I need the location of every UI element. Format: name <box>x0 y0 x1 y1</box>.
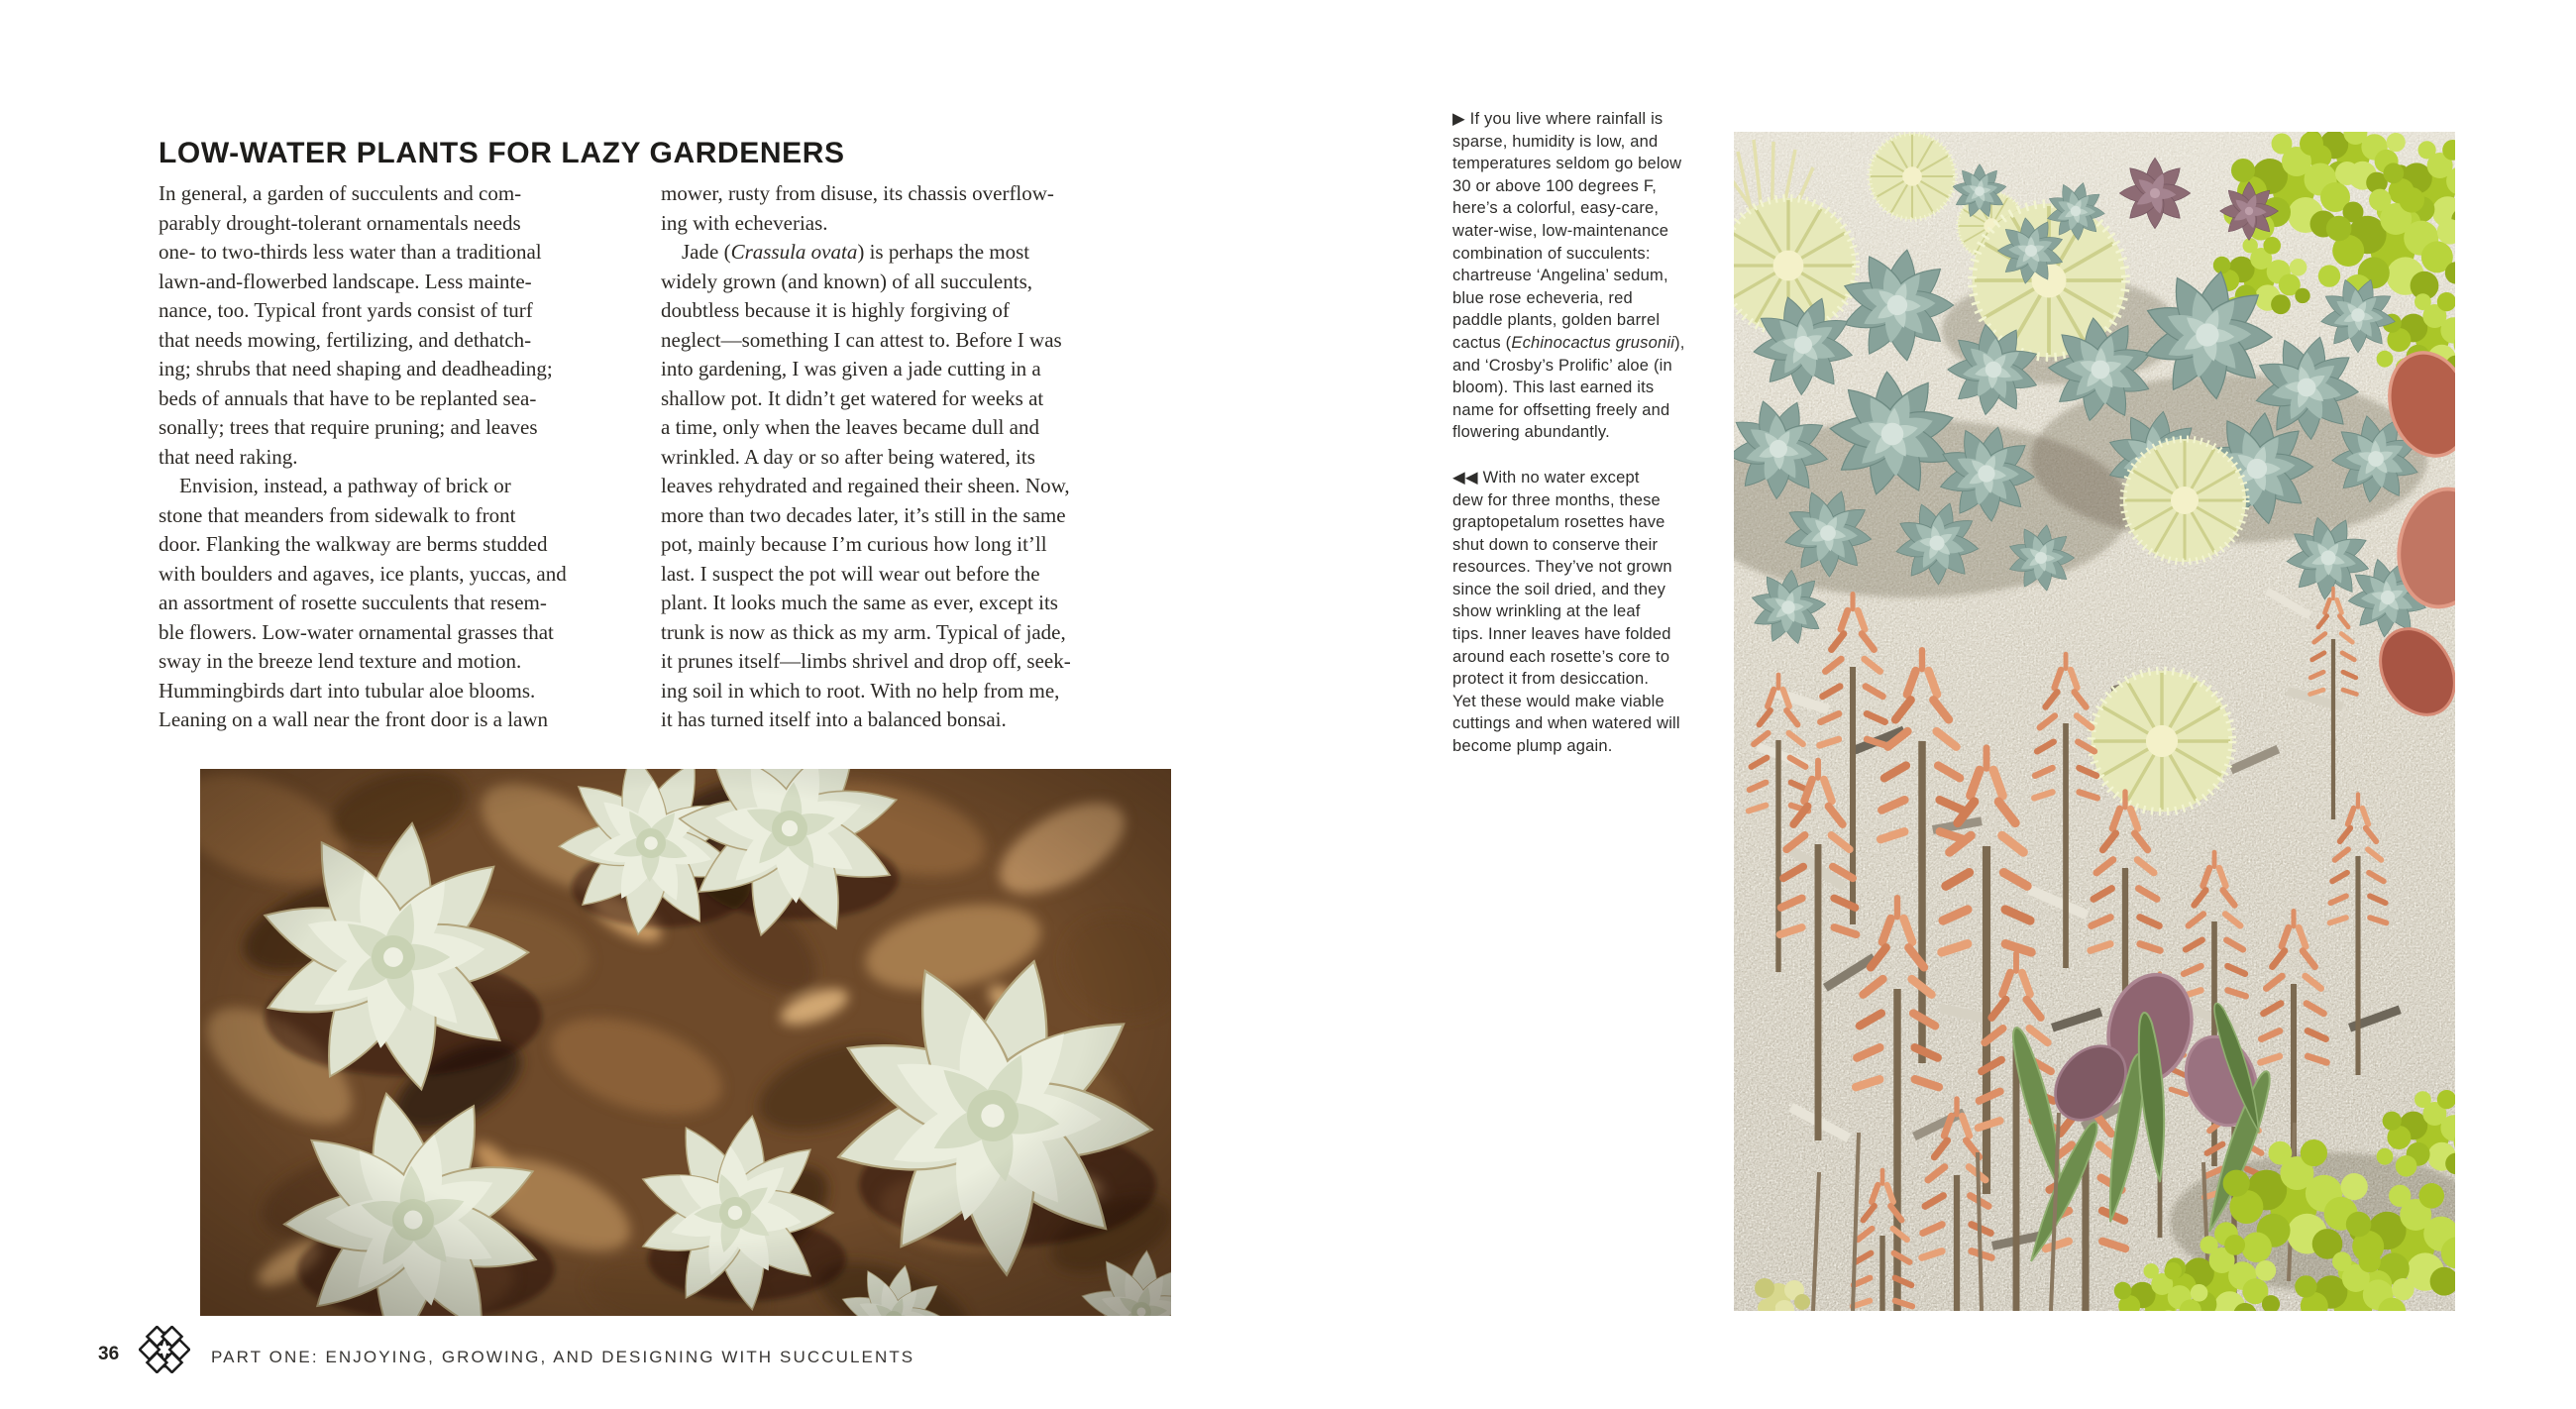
graptopetalum-photo-art <box>200 769 1171 1316</box>
page-title: LOW-WATER PLANTS FOR LAZY GARDENERS <box>159 137 845 170</box>
succulent-garden-art <box>1734 132 2455 1311</box>
caption-left-photo: ◀◀ With no water except dew for three months, these graptopetalum rosettes have shut down to conserve their resources. They’ve not grown since the soil dried, and they show wrinkling at the leaf tips. Inner leaves have folded around each rosette’s core to protect it from desiccation. Yet these would make viable cuttings and when watered will become plump again. <box>1452 468 1680 756</box>
barrel-cactus-lower <box>2092 671 2233 813</box>
running-footer: PART ONE: ENJOYING, GROWING, AND DESIGNING WITH SUCCULENTS <box>211 1348 915 1366</box>
succulent-garden-photo <box>1734 132 2455 1311</box>
article-column-1: In general, a garden of succulents and com- parably drought-tolerant ornamentals needs one- to two-thirds less water than a traditional lawn-and-flowerbed landscape. Less mainte- nance, too. Typical front yards consist of turf that needs mowing, fertilizing, and dethatch- ing; shrubs that need shaping and deadheading; beds of annuals that have to be replanted sea- sonally; trees that require pruning; and leaves that need raking. Envision, instead, a pathway of brick or stone that meanders from sidewalk to front door. Flanking the walkway are berms studded with boulders and agaves, ice plants, yuccas, and an assortment of rosette succulents that resem- ble flowers. Low-water ornamental grasses that sway in the breeze lend texture and motion. Hummingbirds dart into tubular aloe blooms. Leaning on a wall near the front door is a lawn <box>159 181 567 731</box>
page-number: 36 <box>98 1344 120 1364</box>
graptopetalum-photo <box>200 769 1171 1316</box>
article-column-2: mower, rusty from disuse, its chassis overflow- ing with echeverias. Jade (Crassula ovata) is perhaps the most widely grown (and known) of all succulents, doubtless because it is highly forgiving of neglect—something I can attest to. Before I was into gardening, I was given a jade cutting in a shallow pot. It didn’t get watered for weeks at a time, only when the leaves became dull and wrinkled. A day or so after being watered, its leaves rehydrated and regained their sheen. Now, more than two decades later, it’s still in the same pot, mainly because I’m curious how long it’ll last. I suspect the pot will wear out before the plant. It looks much the same as ever, except its trunk is now as thick as my arm. Typical of jade, it prunes itself—limbs shrivel and drop off, seek- ing soil in which to root. With no help from me, it has turned itself into a balanced bonsai. <box>661 181 1071 731</box>
succulent-rosette-icon <box>139 1326 190 1373</box>
caption-right-photo: ▶ If you live where rainfall is sparse, humidity is low, and temperatures seldom go below 30 or above 100 degrees F, here’s a colorful, easy-care, water-wise, low-maintenance combination of succulents: chartreuse ‘Angelina’ sedum, blue rose echeveria, red paddle plants, golden barrel cactus (Echinocactus grusonii), and ‘Crosby’s Prolific’ aloe (in bloom). This last earned its name for offsetting freely and flowering abundantly. <box>1452 110 1685 442</box>
barrel-cactus-mid <box>2123 439 2246 562</box>
photo-captions <box>1452 108 1688 781</box>
